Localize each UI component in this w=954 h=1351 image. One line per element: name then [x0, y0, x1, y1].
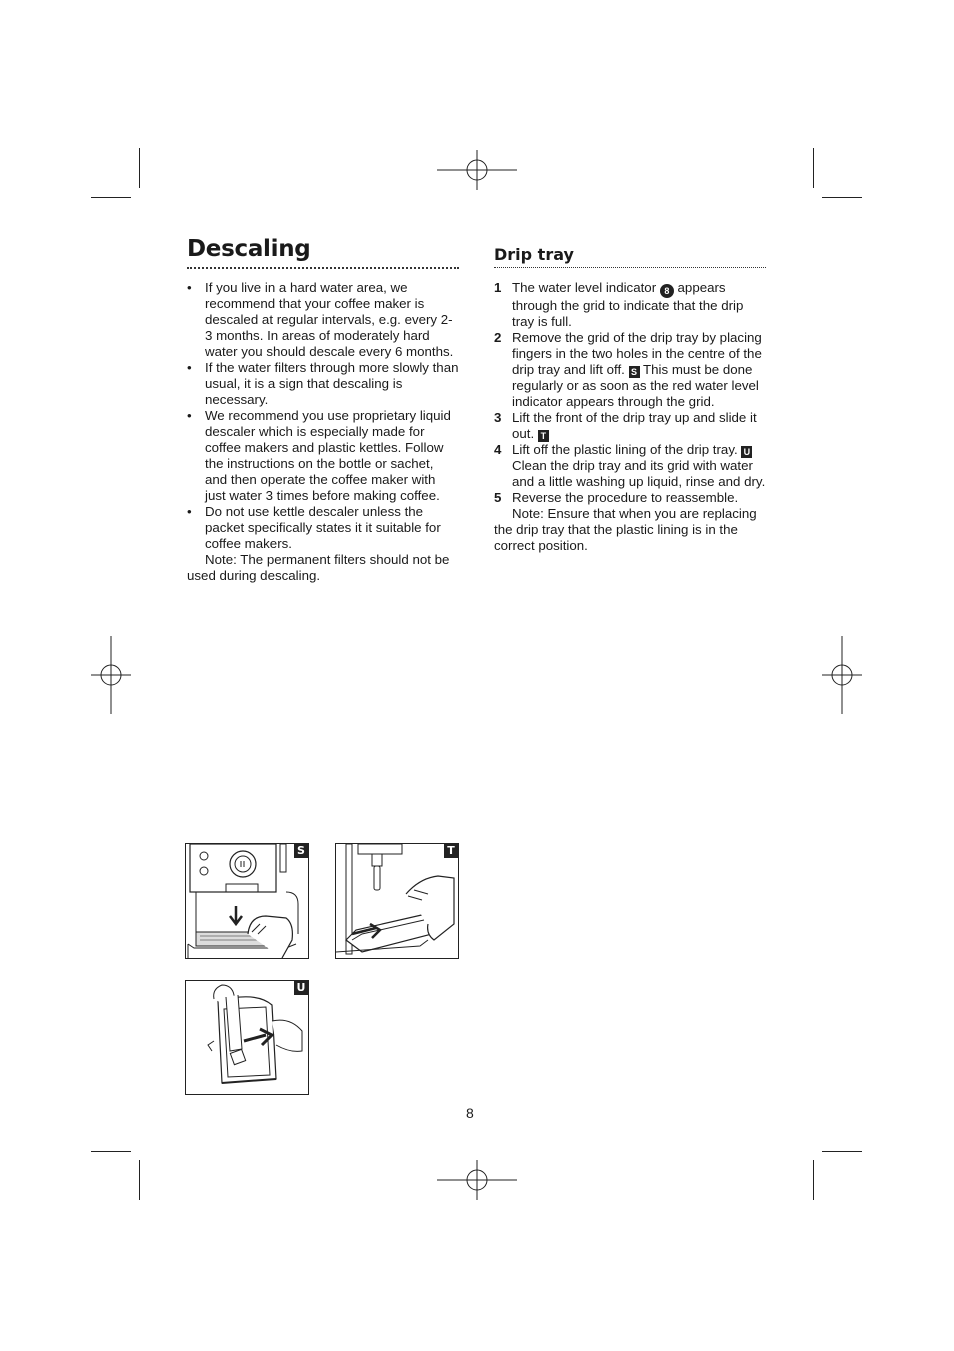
list-item	[494, 490, 766, 506]
list-item: • Do not use kettle descaler unless the packet specifically states it it suitable for coffee makers.	[187, 504, 459, 552]
drip-tray-heading: Drip tray	[494, 245, 574, 264]
list-item	[494, 330, 766, 410]
lift-lining-illustration-icon	[186, 981, 308, 1094]
list-item	[494, 442, 766, 490]
step-text: Clean the drip tray and its grid with water and a little washing up liquid, rinse and dry.	[512, 458, 766, 489]
registration-mark-icon	[437, 150, 517, 190]
crop-mark	[822, 1151, 862, 1152]
step-text: The water level indicator	[512, 280, 657, 295]
crop-mark	[139, 148, 140, 188]
step-text: Lift off the plastic lining of the drip tray.	[512, 442, 738, 457]
figure-ref-badge-icon: U	[741, 446, 752, 458]
heading-divider	[187, 267, 459, 269]
step-number: 3	[494, 410, 502, 425]
crop-mark	[813, 148, 814, 188]
step-number: 4	[494, 442, 502, 457]
descaling-section	[187, 280, 459, 584]
registration-mark-icon	[822, 636, 862, 714]
crop-mark	[813, 1160, 814, 1200]
figure-t	[335, 843, 459, 959]
registration-mark-icon	[437, 1160, 517, 1200]
list-item: • We recommend you use proprietary liquid descaler which is especially made for coffee makers and plastic kettles. Follow the instructions on the bottle or sachet, and then operate the coffee maker with just water 3 times before making coffee.	[187, 408, 459, 504]
crop-mark	[139, 1160, 140, 1200]
descaling-note: Note: The permanent filters should not be used during descaling.	[187, 552, 450, 583]
figure-s	[185, 843, 309, 959]
list-item	[494, 410, 766, 442]
step-text: Remove the grid of the drip tray by placing fingers in the two holes in the centre of the drip tray and lift off.	[512, 330, 762, 377]
step-number: 5	[494, 490, 502, 505]
crop-mark	[91, 197, 131, 198]
crop-mark	[91, 1151, 131, 1152]
step-text: This must be done regularly or as soon as the red water level indicator appears through the grid.	[512, 362, 759, 409]
figure-ref-badge-icon: S	[629, 366, 640, 378]
step-number: 2	[494, 330, 502, 345]
page-number: 8	[466, 1105, 474, 1121]
registration-mark-icon	[91, 636, 131, 714]
figure-tag: S	[294, 844, 308, 858]
figure-tag: T	[444, 844, 458, 858]
figure-tag: U	[294, 981, 308, 995]
crop-mark	[822, 197, 862, 198]
descaling-heading: Descaling	[187, 236, 311, 262]
drip-tray-note: Note: Ensure that when you are replacing the drip tray that the plastic lining is in the correct position.	[494, 506, 757, 553]
step-text: appears through the grid to indicate that the drip tray is full.	[512, 280, 744, 329]
remove-grid-illustration-icon	[186, 844, 308, 958]
slide-out-tray-illustration-icon	[336, 844, 458, 958]
step-number: 1	[494, 280, 502, 295]
figure-ref-badge-icon: T	[538, 430, 549, 442]
list-item: • If the water filters through more slowly than usual, it is a sign that descaling is necessary.	[187, 360, 459, 408]
step-text: Lift the front of the drip tray up and slide it out.	[512, 410, 757, 441]
indicator-badge-icon: 8	[660, 284, 674, 298]
list-item: • If you live in a hard water area, we recommend that your coffee maker is descaled at regular intervals, e.g. every 2-3 months. In areas of moderately hard water you should descale every 6 months.	[187, 280, 459, 360]
step-text: Reverse the procedure to reassemble.	[512, 490, 739, 505]
figure-u	[185, 980, 309, 1095]
drip-tray-steps	[494, 280, 766, 506]
descaling-bullet-list	[187, 280, 459, 552]
drip-tray-section	[494, 280, 766, 554]
list-item	[494, 280, 766, 330]
subheading-divider	[494, 267, 766, 268]
